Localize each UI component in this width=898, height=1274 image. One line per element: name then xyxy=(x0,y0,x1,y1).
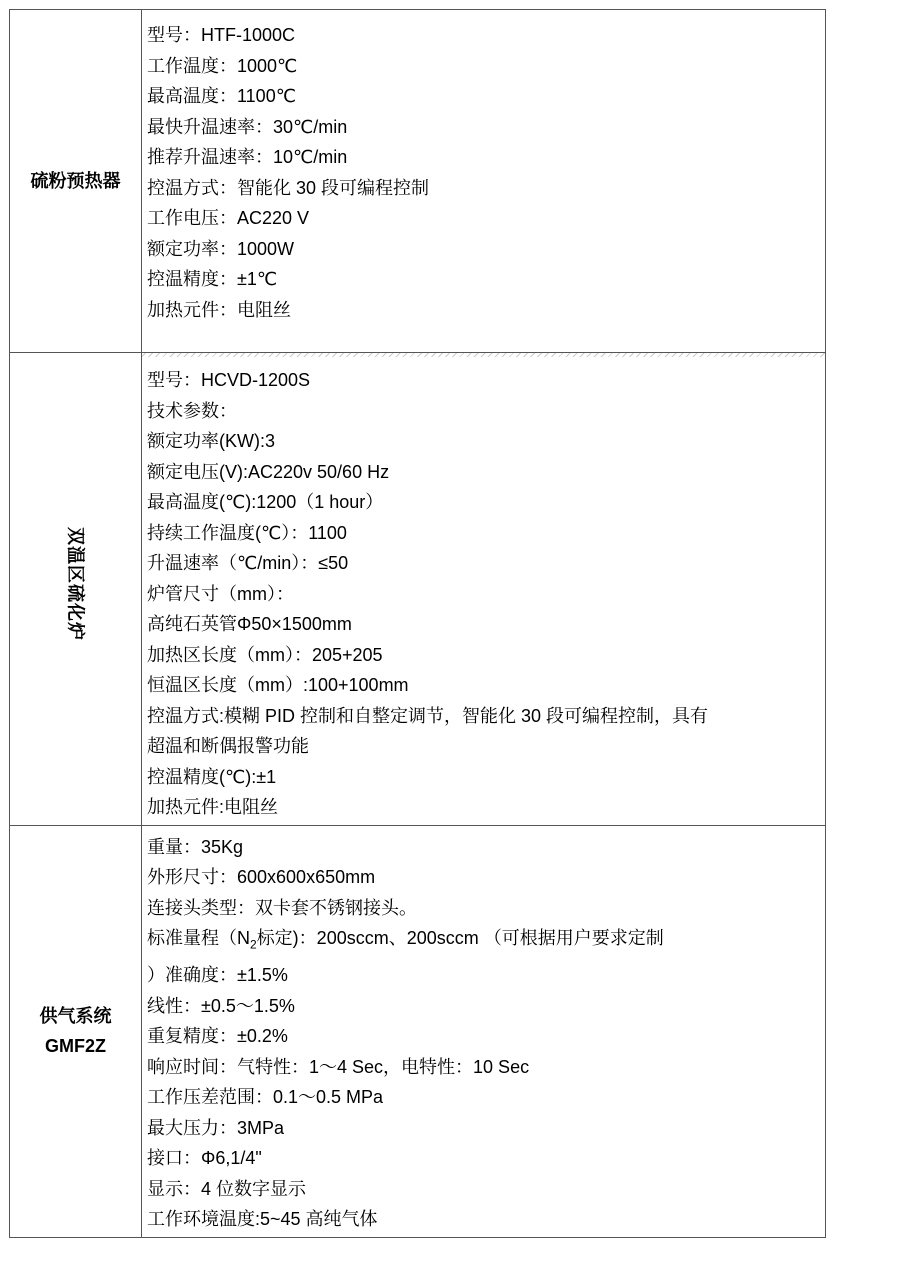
spec-line: 工作温度：1000℃ xyxy=(147,55,298,76)
spec-line: 加热区长度（mm）：205+205 xyxy=(147,644,383,665)
spec-line: 工作电压：AC220 V xyxy=(147,208,310,228)
spec-line: 控温方式：智能化 30 段可编程控制 xyxy=(147,177,430,198)
spec-line: 重复精度：±0.2% xyxy=(147,1026,288,1047)
spec-line: 最高温度：1100℃ xyxy=(147,86,296,106)
spec-line: 炉管尺寸（mm）： xyxy=(147,583,294,604)
spec-line: 接口：Φ6,1/4" xyxy=(147,1148,262,1169)
spec-line: 型号：HCVD-1200S xyxy=(147,370,311,390)
subscript: 2 xyxy=(250,937,257,952)
row-content xyxy=(142,10,826,353)
row-label-model: GMF2Z xyxy=(45,1036,106,1057)
vertical-label: 双温区硫化炉 xyxy=(65,527,86,642)
spec-table xyxy=(9,9,826,1238)
spec-line: 高纯石英管Φ50×1500mm xyxy=(147,614,352,634)
spec-line: 工作环境温度:5~45 高纯气体 xyxy=(147,1209,378,1230)
spec-line: 线性：±0.5～1.5% xyxy=(147,995,295,1016)
spec-line: 最高温度(℃):1200（1 hour） xyxy=(147,492,384,512)
spec-line: 加热元件：电阻丝 xyxy=(147,299,291,320)
spec-line: 连接头类型：双卡套不锈钢接头。 xyxy=(147,897,417,918)
row-label: 硫粉预热器 xyxy=(10,10,142,353)
table-row xyxy=(10,353,826,826)
spec-line: 升温速率（℃/min）：≤50 xyxy=(147,553,349,573)
spec-line: 最快升温速率：30℃/min xyxy=(147,116,348,137)
spec-line: 恒温区长度（mm）:100+100mm xyxy=(147,675,409,695)
spec-line: 外形尺寸：600x600x650mm xyxy=(147,867,376,887)
row-label xyxy=(10,353,142,826)
table-row xyxy=(10,10,826,353)
spec-line: 显示：4 位数字显示 xyxy=(147,1178,307,1199)
spec-line: 重量：35Kg xyxy=(147,836,244,857)
table-row xyxy=(10,825,826,1237)
row-label-line: 供气系统 xyxy=(39,1006,112,1027)
spec-line: 响应时间：气特性：1～4 Sec，电特性：10 Sec xyxy=(147,1056,530,1077)
spec-line: 加热元件:电阻丝 xyxy=(147,797,279,817)
spec-line: 超温和断偶报警功能 xyxy=(147,736,309,756)
spec-line: 型号：HTF-1000C xyxy=(147,25,296,45)
spec-line: 技术参数： xyxy=(147,400,237,421)
flow-range-prefix: 标准量程（N xyxy=(147,928,250,948)
flow-range-suffix: 标定)：200sccm、200sccm （可根据用户要求定制 xyxy=(256,928,664,948)
row-content xyxy=(142,825,826,1237)
spec-line: 控温精度：±1℃ xyxy=(147,269,278,289)
row-content xyxy=(142,353,826,826)
spec-line: 额定电压(V):AC220v 50/60 Hz xyxy=(147,461,390,482)
spec-line: ）准确度：±1.5% xyxy=(147,965,288,986)
spec-line: 控温精度(℃):±1 xyxy=(147,766,277,787)
spec-line: 持续工作温度(℃）：1100 xyxy=(147,522,347,543)
spec-line: 最大压力：3MPa xyxy=(147,1117,285,1138)
spec-line: 控温方式:模糊 PID 控制和自整定调节，智能化 30 段可编程控制，具有 xyxy=(147,705,709,726)
spec-line: 推荐升温速率：10℃/min xyxy=(147,147,348,167)
spec-line: 额定功率：1000W xyxy=(147,238,295,259)
spec-line: 工作压差范围：0.1～0.5 MPa xyxy=(147,1087,384,1108)
row-label xyxy=(10,825,142,1237)
spec-line xyxy=(147,923,825,960)
spec-line: 额定功率(KW):3 xyxy=(147,431,275,451)
